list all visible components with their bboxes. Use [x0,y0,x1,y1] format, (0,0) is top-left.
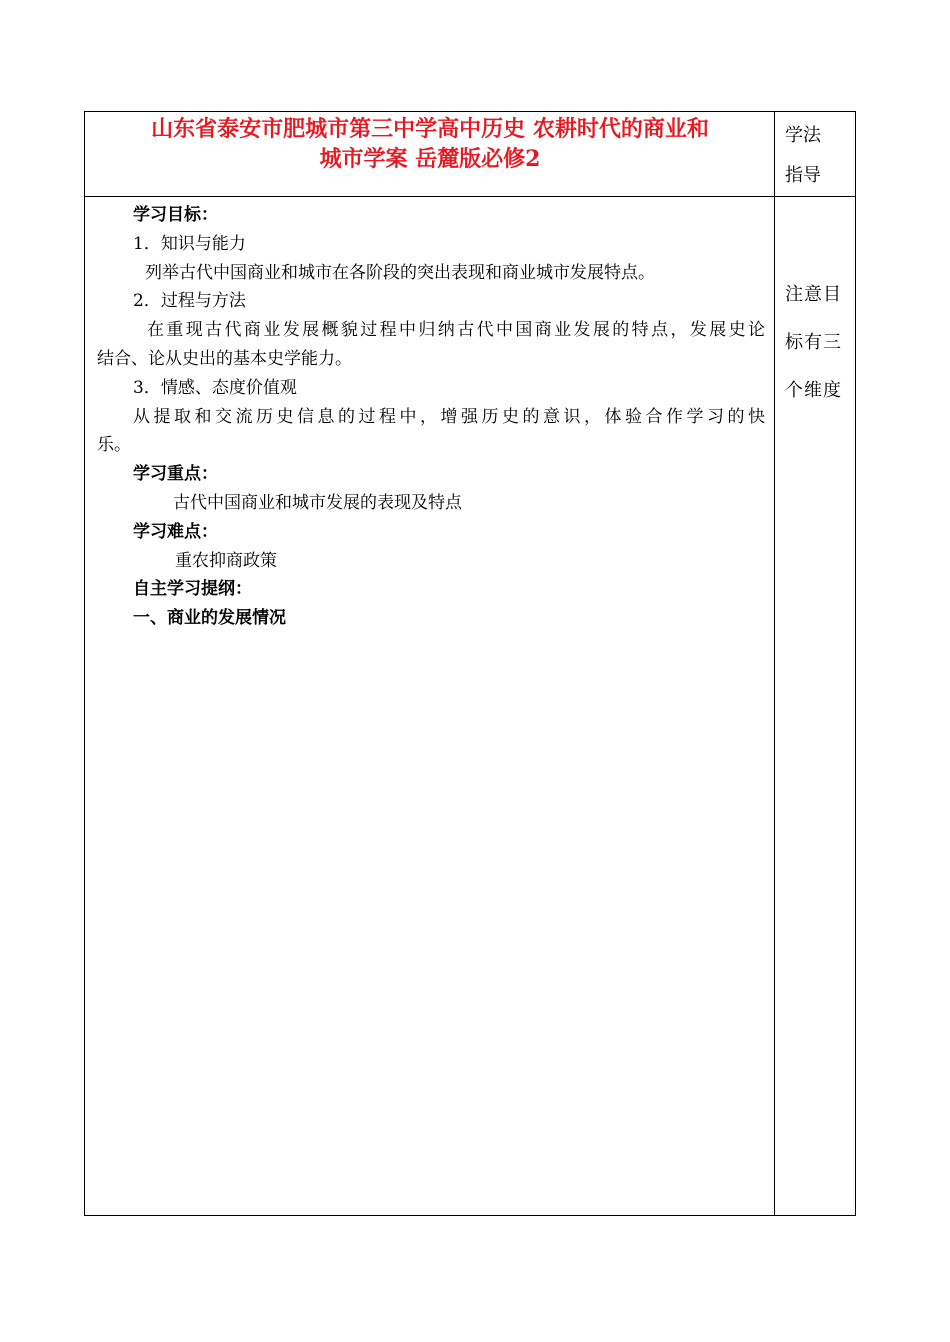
side-header-line-1: 学法 [785,125,821,146]
objective-2-text-line-2: 结合、论从史出的基本史学能力。 [97,348,352,369]
row-divider [85,196,855,197]
objective-1-title: 1．知识与能力 [133,233,246,254]
side-guidance-note [785,271,851,415]
side-note-line-3: 个维度 [785,380,842,401]
objective-3-text-line-1: 从提取和交流历史信息的过程中，增强历史的意识，体验合作学习的快 [133,406,765,427]
difficulty-text: 重农抑商政策 [175,550,277,571]
objective-1-text: 列举古代中国商业和城市在各阶段的突出表现和商业城市发展特点。 [145,262,655,283]
objective-3-text-line-2: 乐。 [97,435,131,456]
side-column-header [785,116,849,196]
objective-2-text-line-1: 在重现古代商业发展概貌过程中归纳古代中国商业发展的特点，发展史论 [147,320,765,341]
objective-2-title: 2．过程与方法 [133,291,246,312]
lesson-table [84,111,856,1216]
title-line-1: 山东省泰安市肥城市第三中学高中历史 农耕时代的商业和 [151,116,709,142]
outline-heading: 自主学习提纲： [133,579,252,600]
objective-3-title: 3．情感、态度价值观 [133,377,297,398]
document-title [93,114,767,174]
side-header-line-2: 指导 [785,165,821,186]
key-points-text: 古代中国商业和城市发展的表现及特点 [173,492,462,513]
objectives-heading: 学习目标： [133,205,218,225]
side-note-line-2: 标有三 [785,332,842,353]
title-line-2: 城市学案 岳麓版必修2 [319,146,541,172]
difficulty-heading: 学习难点： [133,521,218,542]
section-1-heading: 一、商业的发展情况 [133,608,286,629]
key-points-heading: 学习重点： [133,464,218,485]
side-note-line-1: 注意目 [785,284,842,305]
column-divider [774,112,775,1215]
main-content [97,201,765,633]
